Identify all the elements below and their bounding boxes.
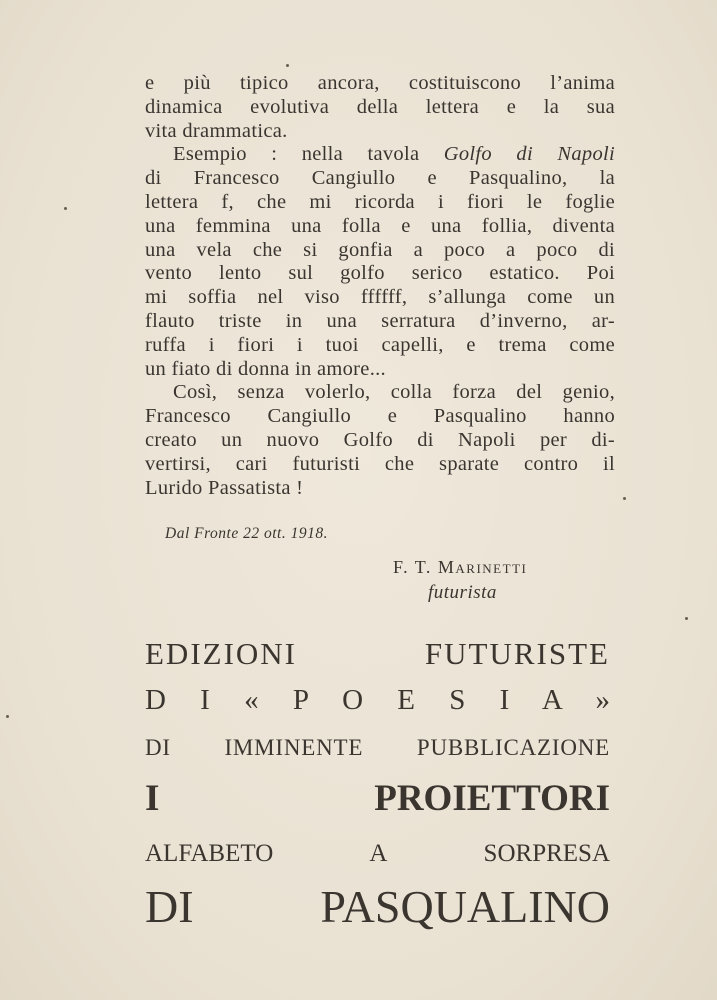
text-line: dinamica evolutiva della lettera e la sua xyxy=(145,95,615,118)
text-line: Lurido Passatista ! xyxy=(145,476,304,499)
text-line: una vela che si gonfia a poco a poco di xyxy=(145,238,615,261)
text-line: un fiato di donna in amore... xyxy=(145,357,386,380)
ink-speck xyxy=(623,497,626,500)
book-author xyxy=(145,880,610,933)
text-line: Francesco Cangiullo e Pasqualino hanno xyxy=(145,405,615,428)
example-prefix: Esempio : nella tavola xyxy=(173,143,444,166)
ink-speck xyxy=(64,207,67,210)
text-line: una femmina una folla e una follia, diventa xyxy=(145,214,615,237)
ink-speck xyxy=(286,64,289,67)
text-line-example xyxy=(145,143,615,167)
book-author-text: DI PASQUALINO xyxy=(145,881,610,932)
signature-name: F. T. Marinetti xyxy=(393,557,528,577)
book-title xyxy=(145,777,610,820)
text-line: lettera f, che mi ricorda i fiori le foglie xyxy=(145,190,615,213)
text-line: mi soffia nel viso ffffff, s’allunga come un xyxy=(145,286,615,309)
ink-speck xyxy=(6,715,9,718)
book-subtitle xyxy=(145,840,610,868)
text-line: e più tipico ancora, costituiscono l’anima xyxy=(145,72,615,94)
forthcoming-heading-text: DI IMMINENTE PUBBLICAZIONE xyxy=(145,735,610,760)
publisher-heading-text: EDIZIONI FUTURISTE xyxy=(145,636,610,671)
series-heading-text: D I « P O E S I A » xyxy=(145,684,610,716)
text-line: di Francesco Cangiullo e Pasqualino, la xyxy=(145,167,615,190)
series-heading xyxy=(145,684,610,717)
body-text xyxy=(145,72,615,500)
book-title-text: I PROIETTORI xyxy=(145,778,610,819)
artwork-title: Golfo di Napoli xyxy=(443,143,615,166)
publisher-heading xyxy=(145,636,610,672)
text-line: vento lento sul golfo serico estatico. Poi xyxy=(145,262,615,285)
text-line: Così, senza volerlo, colla forza del genio, xyxy=(173,381,615,404)
text-line: vertirsi, cari futuristi che sparate contro il xyxy=(145,452,615,475)
text-line: vita drammatica. xyxy=(145,119,288,142)
signature-role: futurista xyxy=(428,582,497,603)
text-line: ruffa i fiori i tuoi capelli, e trema come xyxy=(145,333,615,356)
text-line: creato un nuovo Golfo di Napoli per di- xyxy=(145,428,615,451)
text-line: flauto triste in una serratura d’inverno, ar- xyxy=(145,309,615,332)
forthcoming-heading xyxy=(145,735,610,761)
book-subtitle-text: ALFABETO A SORPRESA xyxy=(145,840,610,867)
dateline: Dal Fronte 22 ott. 1918. xyxy=(165,525,328,542)
ink-speck xyxy=(685,617,688,620)
